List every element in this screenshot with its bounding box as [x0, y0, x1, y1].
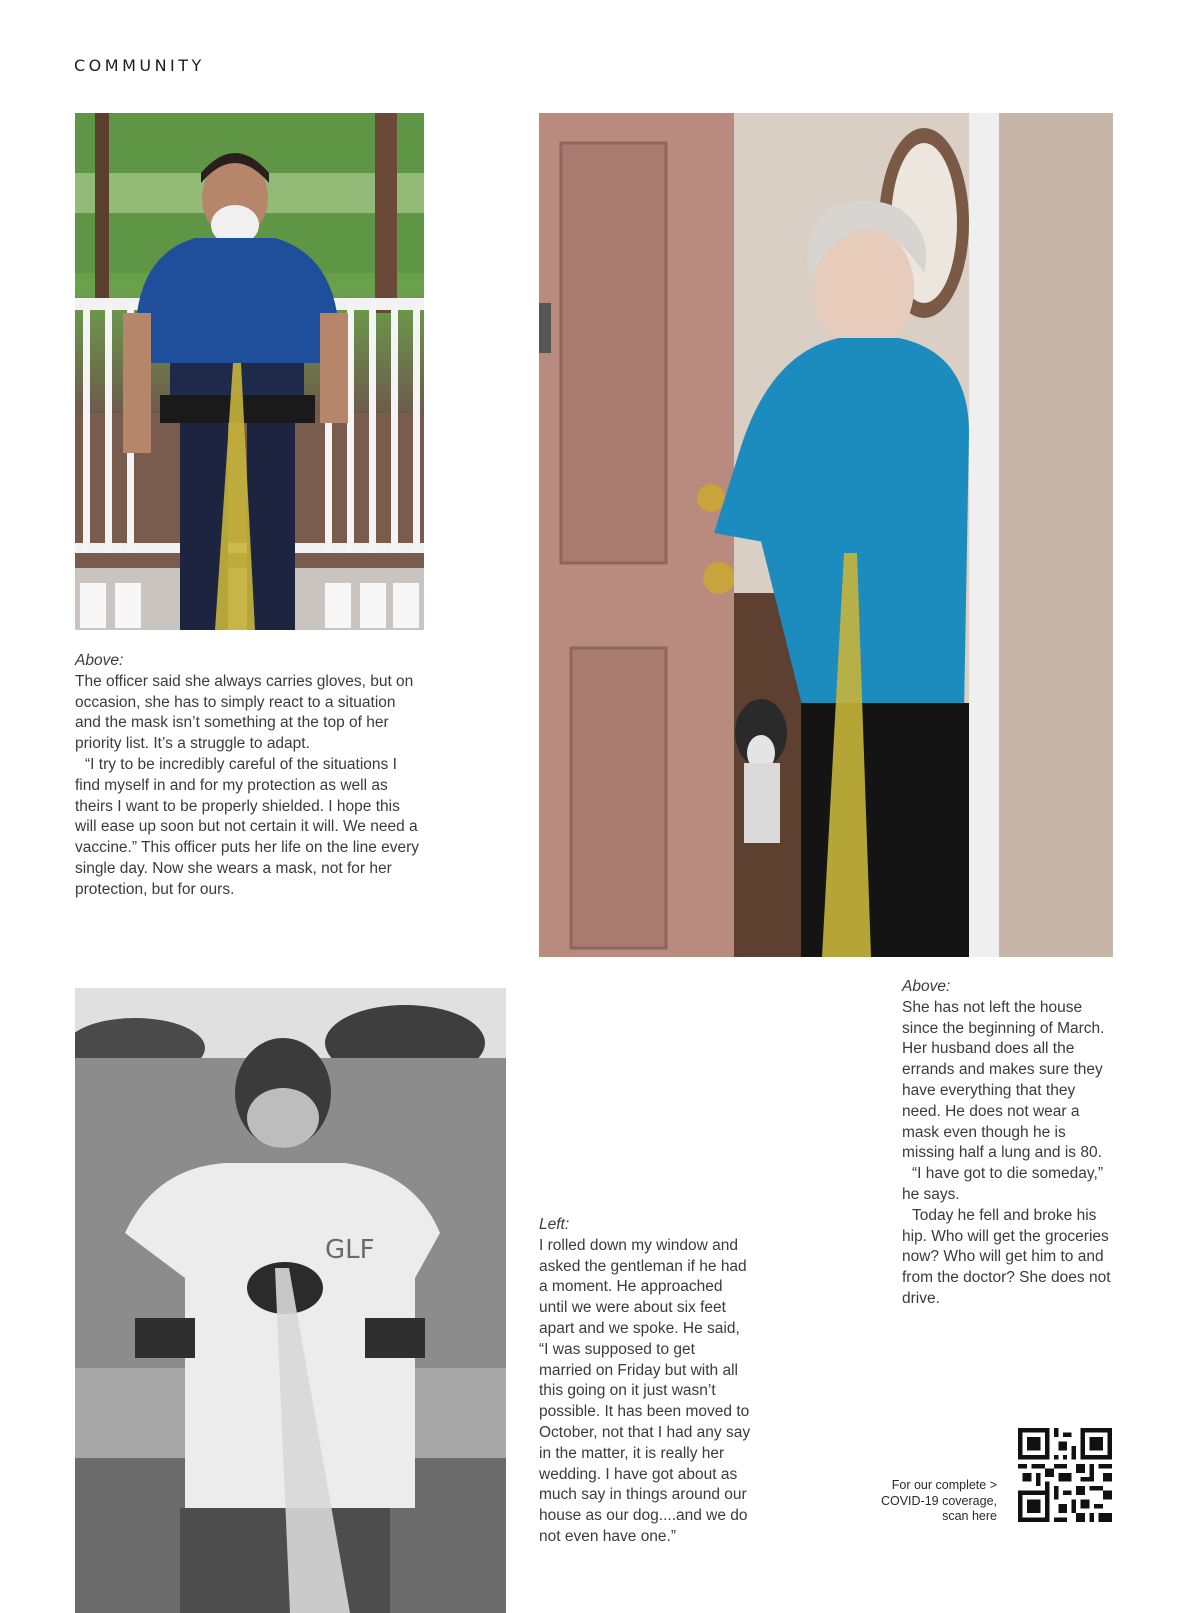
man-caption: [539, 1215, 751, 1548]
officer-caption: [75, 651, 425, 901]
caption-paragraph: “I have got to die someday,” he says.: [902, 1165, 1103, 1203]
officer-photo: [75, 113, 424, 630]
smiling-man-photo: [75, 988, 506, 1613]
caption-paragraph: Today he fell and broke his hip. Who will get the groceries now? Who will get him to and from the doctor? She does not drive.: [902, 1206, 1111, 1307]
qr-code-icon[interactable]: [1018, 1428, 1112, 1522]
caption-lead: Above:: [75, 652, 124, 669]
elderly-woman-photo: [539, 113, 1113, 957]
section-label: COMMUNITY: [74, 56, 205, 75]
officer-illustration: [75, 113, 424, 630]
woman-illustration: [539, 113, 1113, 957]
caption-paragraph: The officer said she always carries gloves, but on occasion, she has to simply react to a situation and the mask isn’t something at the top of her priority list. It’s a struggle to adapt.: [75, 672, 414, 753]
qr-code-graphic: [1018, 1428, 1112, 1522]
qr-line-1: For our complete >: [891, 1478, 997, 1492]
caption-paragraph: “I try to be incredibly careful of the situations I find myself in and for my protection as well as theirs I want to be properly shielded. I hope this will ease up soon but not certain it will. We need a vaccine.” This officer puts her life on the line every single day. Now she wears a mask, not for her protection, but for ours.: [75, 755, 420, 898]
qr-callout: [847, 1478, 997, 1525]
man-illustration: [75, 988, 506, 1613]
caption-paragraph: She has not left the house since the beginning of March. Her husband does all the errands and makes sure they have everything that they need. He does not wear a mask even though he is missing half a lung and is 80.: [902, 998, 1105, 1162]
shirt-logo: GLF: [325, 1235, 375, 1265]
woman-caption: [902, 977, 1114, 1310]
caption-paragraph: I rolled down my window and asked the gentleman if he had a moment. He approached until we were about six feet apart and we spoke. He said, “I was supposed to get married on Friday but with all this going on it just wasn’t possible. It has been moved to October, not that I had any say in the matter, it is really her wedding. I have got about as much say in things around our house as our dog....and we do not even have one.”: [539, 1236, 751, 1545]
caption-lead: Left:: [539, 1216, 570, 1233]
caption-lead: Above:: [902, 978, 951, 995]
qr-line-3: scan here: [942, 1509, 997, 1523]
qr-line-2: COVID-19 coverage,: [880, 1493, 997, 1508]
